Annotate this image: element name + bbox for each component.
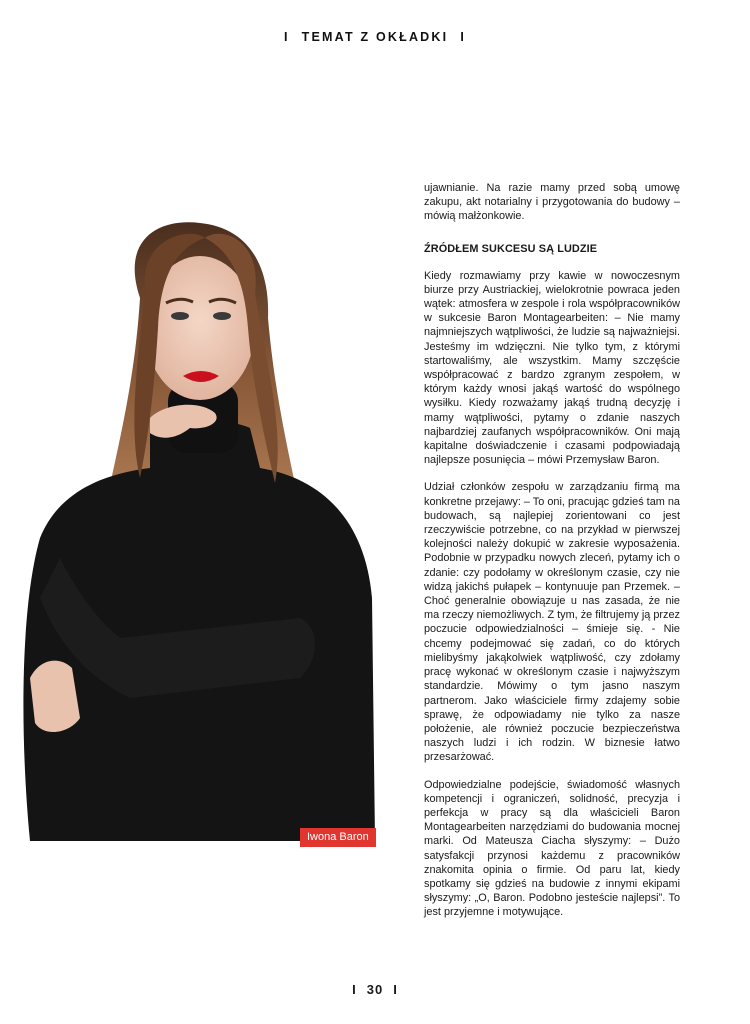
header-left-bar: I [283,30,290,44]
page-number-value: 30 [366,982,384,997]
section-header [0,30,750,44]
portrait-photo [0,178,375,841]
footer-left-bar: I [352,982,357,997]
section-title: TEMAT Z OKŁADKI [301,30,449,44]
paragraph-intro: ujawnianie. Na razie mamy przed sobą umowę zakupu, akt notarialny i przygotowania do budowy – mówią małżonkowie. [424,182,680,223]
portrait-illustration [0,178,375,841]
photo-caption: Iwona Baron [300,828,376,847]
article-body [424,181,680,933]
subheading: ŹRÓDŁEM SUKCESU SĄ LUDZIE [424,242,598,255]
paragraph-3: Udział członków zespołu w zarządzaniu firmą ma konkretne przejawy: – To oni, pracując gdzieś tam na budowach, są najlepiej zorientowani co jest rzeczywiście potrzebne, co na przykład w pierwszej kolejności należy dokupić w zakresie wyposażenia. Podobnie w przypadku nowych zleceń, pytamy ich o zdanie: czy podołamy w określonym czasie, czy nie widzą jakichś pułapek – kontynuuje pan Przemek. – Choć generalnie obowiązuje u nas zasada, że nie ma rzeczy niemożliwych. Z tym, że filtrujemy ją przez poczucie odpowiedzialności – śmieje się. - Nie chcemy podejmować się zadań, co do których mielibyśmy jakąkolwiek wątpliwość, czy zdołamy pracę wykonać w określonym czasie i najwyższym standardzie. Mówimy o tym jasno naszym partnerom. Jako właściciele firmy zdajemy sobie sprawę, że odpowiadamy nie tylko za nasze położenie, ale również poczucie bezpieczeństwa naszych ludzi i ich rodzin. W biznesie łatwo przesarżować. [424,481,680,764]
paragraph-4: Odpowiedzialne podejście, świadomość własnych kompetencji i ograniczeń, solidność, precyzja i perfekcja w pracy są dla właścicieli Baron Montagearbeiten narzędziami do budowania mocnej marki. Od Mateusza Ciacha słyszymy: – Dużo satysfakcji przynosi każdemu z pracowników znakomita opinia o firmie. Od paru lat, kiedy spotkamy się gdzieś na budowie z innymi ekipami słyszymy: „O, Baron. Podobno jesteście najlepsi”. To jest przyjemne i motywujące. [424,778,680,919]
page-number [0,982,750,997]
header-right-bar: I [460,30,467,44]
paragraph-2: Kiedy rozmawiamy przy kawie w nowoczesnym biurze przy Austriackiej, wielokrotnie powraca jeden wątek: atmosfera w zespole i rola współpracowników w sukcesie Baron Montagearbeiten: – Nie mamy najmniejszych wątpliwości, że ludzie są najważniejsi. Jesteśmy im wdzięczni. Nie tylko tym, z którymi startowaliśmy, ale wszystkim. Mamy szczęście współpracować z bardzo zgranym zespołem, w którym każdy wnosi jakąś wartość do wspólnego wysiłku. Kiedy rozważamy jakąś trudną decyzję i mamy wątpliwości, pytamy o zdanie naszych najbardziej zaufanych współpracowników. Oni mają kapitalne doświadczenie i czasami podpowiadają najlepsze posunięcia – mówi Przemysław Baron. [424,269,680,467]
footer-right-bar: I [393,982,398,997]
